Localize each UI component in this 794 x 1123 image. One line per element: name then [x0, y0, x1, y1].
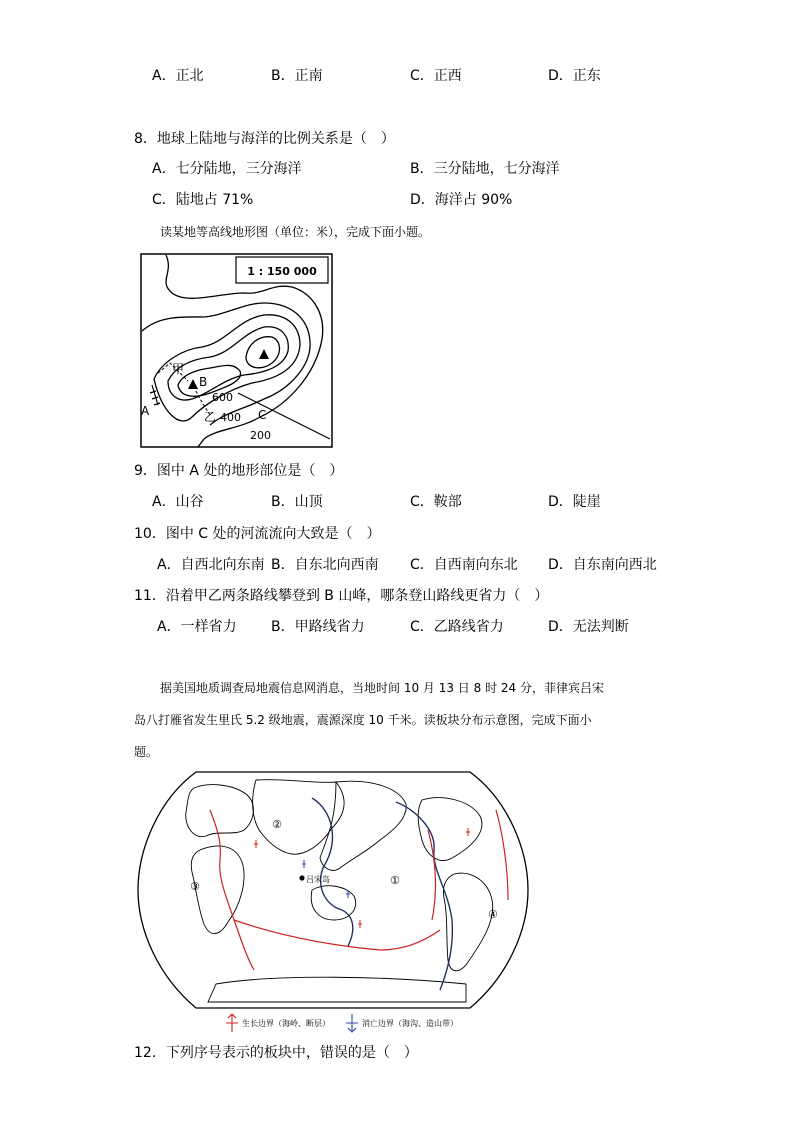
- q7-option-a: A．正北: [152, 68, 204, 84]
- q10-option-a: A．自西北向东南: [157, 557, 265, 573]
- label-c: C: [258, 408, 267, 422]
- legend-growth-label: 生长边界（海岭、断层）: [242, 1019, 330, 1028]
- label-jia: 甲: [172, 362, 185, 376]
- plate-legend: [220, 1012, 480, 1034]
- q10-stem: 10．图中 C 处的河流流向大致是（ ）: [134, 526, 381, 542]
- plate-map: [136, 770, 530, 1012]
- legend-subduction-label: 消亡边界（海沟、造山带）: [362, 1019, 458, 1028]
- contour-map: [140, 253, 334, 449]
- q9-option-c: C．鞍部: [410, 494, 462, 510]
- luzon-dot: [299, 875, 304, 880]
- q8-option-b: B．三分陆地，七分海洋: [410, 161, 560, 177]
- label-200: 200: [250, 429, 271, 442]
- q11-stem: 11．沿着甲乙两条路线攀登到 B 山峰，哪条登山路线更省力（ ）: [134, 588, 549, 604]
- q11-option-b: B．甲路线省力: [271, 619, 365, 635]
- q9-option-b: B．山顶: [271, 494, 323, 510]
- q12-stem: 12．下列序号表示的板块中，错误的是（ ）: [134, 1045, 418, 1061]
- q7-option-b: B．正南: [271, 68, 323, 84]
- q9-option-a: A．山谷: [152, 494, 204, 510]
- label-400: 400: [220, 411, 241, 424]
- q10-option-d: D．自东南向西北: [548, 557, 657, 573]
- q8-stem: 8．地球上陆地与海洋的比例关系是（ ）: [134, 131, 395, 147]
- q9-stem: 9．图中 A 处的地形部位是（ ）: [134, 463, 344, 479]
- q8-option-c: C．陆地占 71%: [152, 192, 254, 208]
- q7-option-c: C．正西: [410, 68, 462, 84]
- quake-intro-line2: 岛八打雁省发生里氏 5.2 级地震，震源深度 10 千米。读板块分布示意图，完成下面小: [134, 713, 592, 727]
- q11-option-d: D．无法判断: [548, 619, 629, 635]
- q11-option-c: C．乙路线省力: [410, 619, 504, 635]
- quake-intro-line3: 题。: [134, 745, 159, 759]
- q10-option-c: C．自西南向东北: [410, 557, 518, 573]
- q7-option-d: D．正东: [548, 68, 601, 84]
- plate-label-1: ①: [390, 874, 400, 887]
- q8-option-d: D．海洋占 90%: [410, 192, 513, 208]
- contour-intro: 读某地等高线地形图（单位：米），完成下面小题。: [160, 225, 431, 239]
- quake-intro-line1: 据美国地质调查局地震信息网消息，当地时间 10 月 13 日 8 时 24 分，菲律宾吕宋: [160, 681, 604, 695]
- plate-label-3: ③: [190, 880, 200, 893]
- label-a: A: [141, 404, 150, 418]
- label-600: 600: [212, 391, 233, 404]
- plate-label-2: ②: [272, 818, 282, 831]
- q10-option-b: B．自东北向西南: [271, 557, 379, 573]
- luzon-label: 吕宋岛: [306, 875, 330, 884]
- q11-option-a: A．一样省力: [157, 619, 237, 635]
- q9-option-d: D．陡崖: [548, 494, 601, 510]
- label-b: B: [199, 375, 208, 389]
- q8-option-a: A．七分陆地，三分海洋: [152, 161, 302, 177]
- map-scale: 1 : 150 000: [247, 265, 317, 278]
- plate-label-4: ④: [488, 908, 498, 921]
- label-yi: 乙: [204, 410, 217, 424]
